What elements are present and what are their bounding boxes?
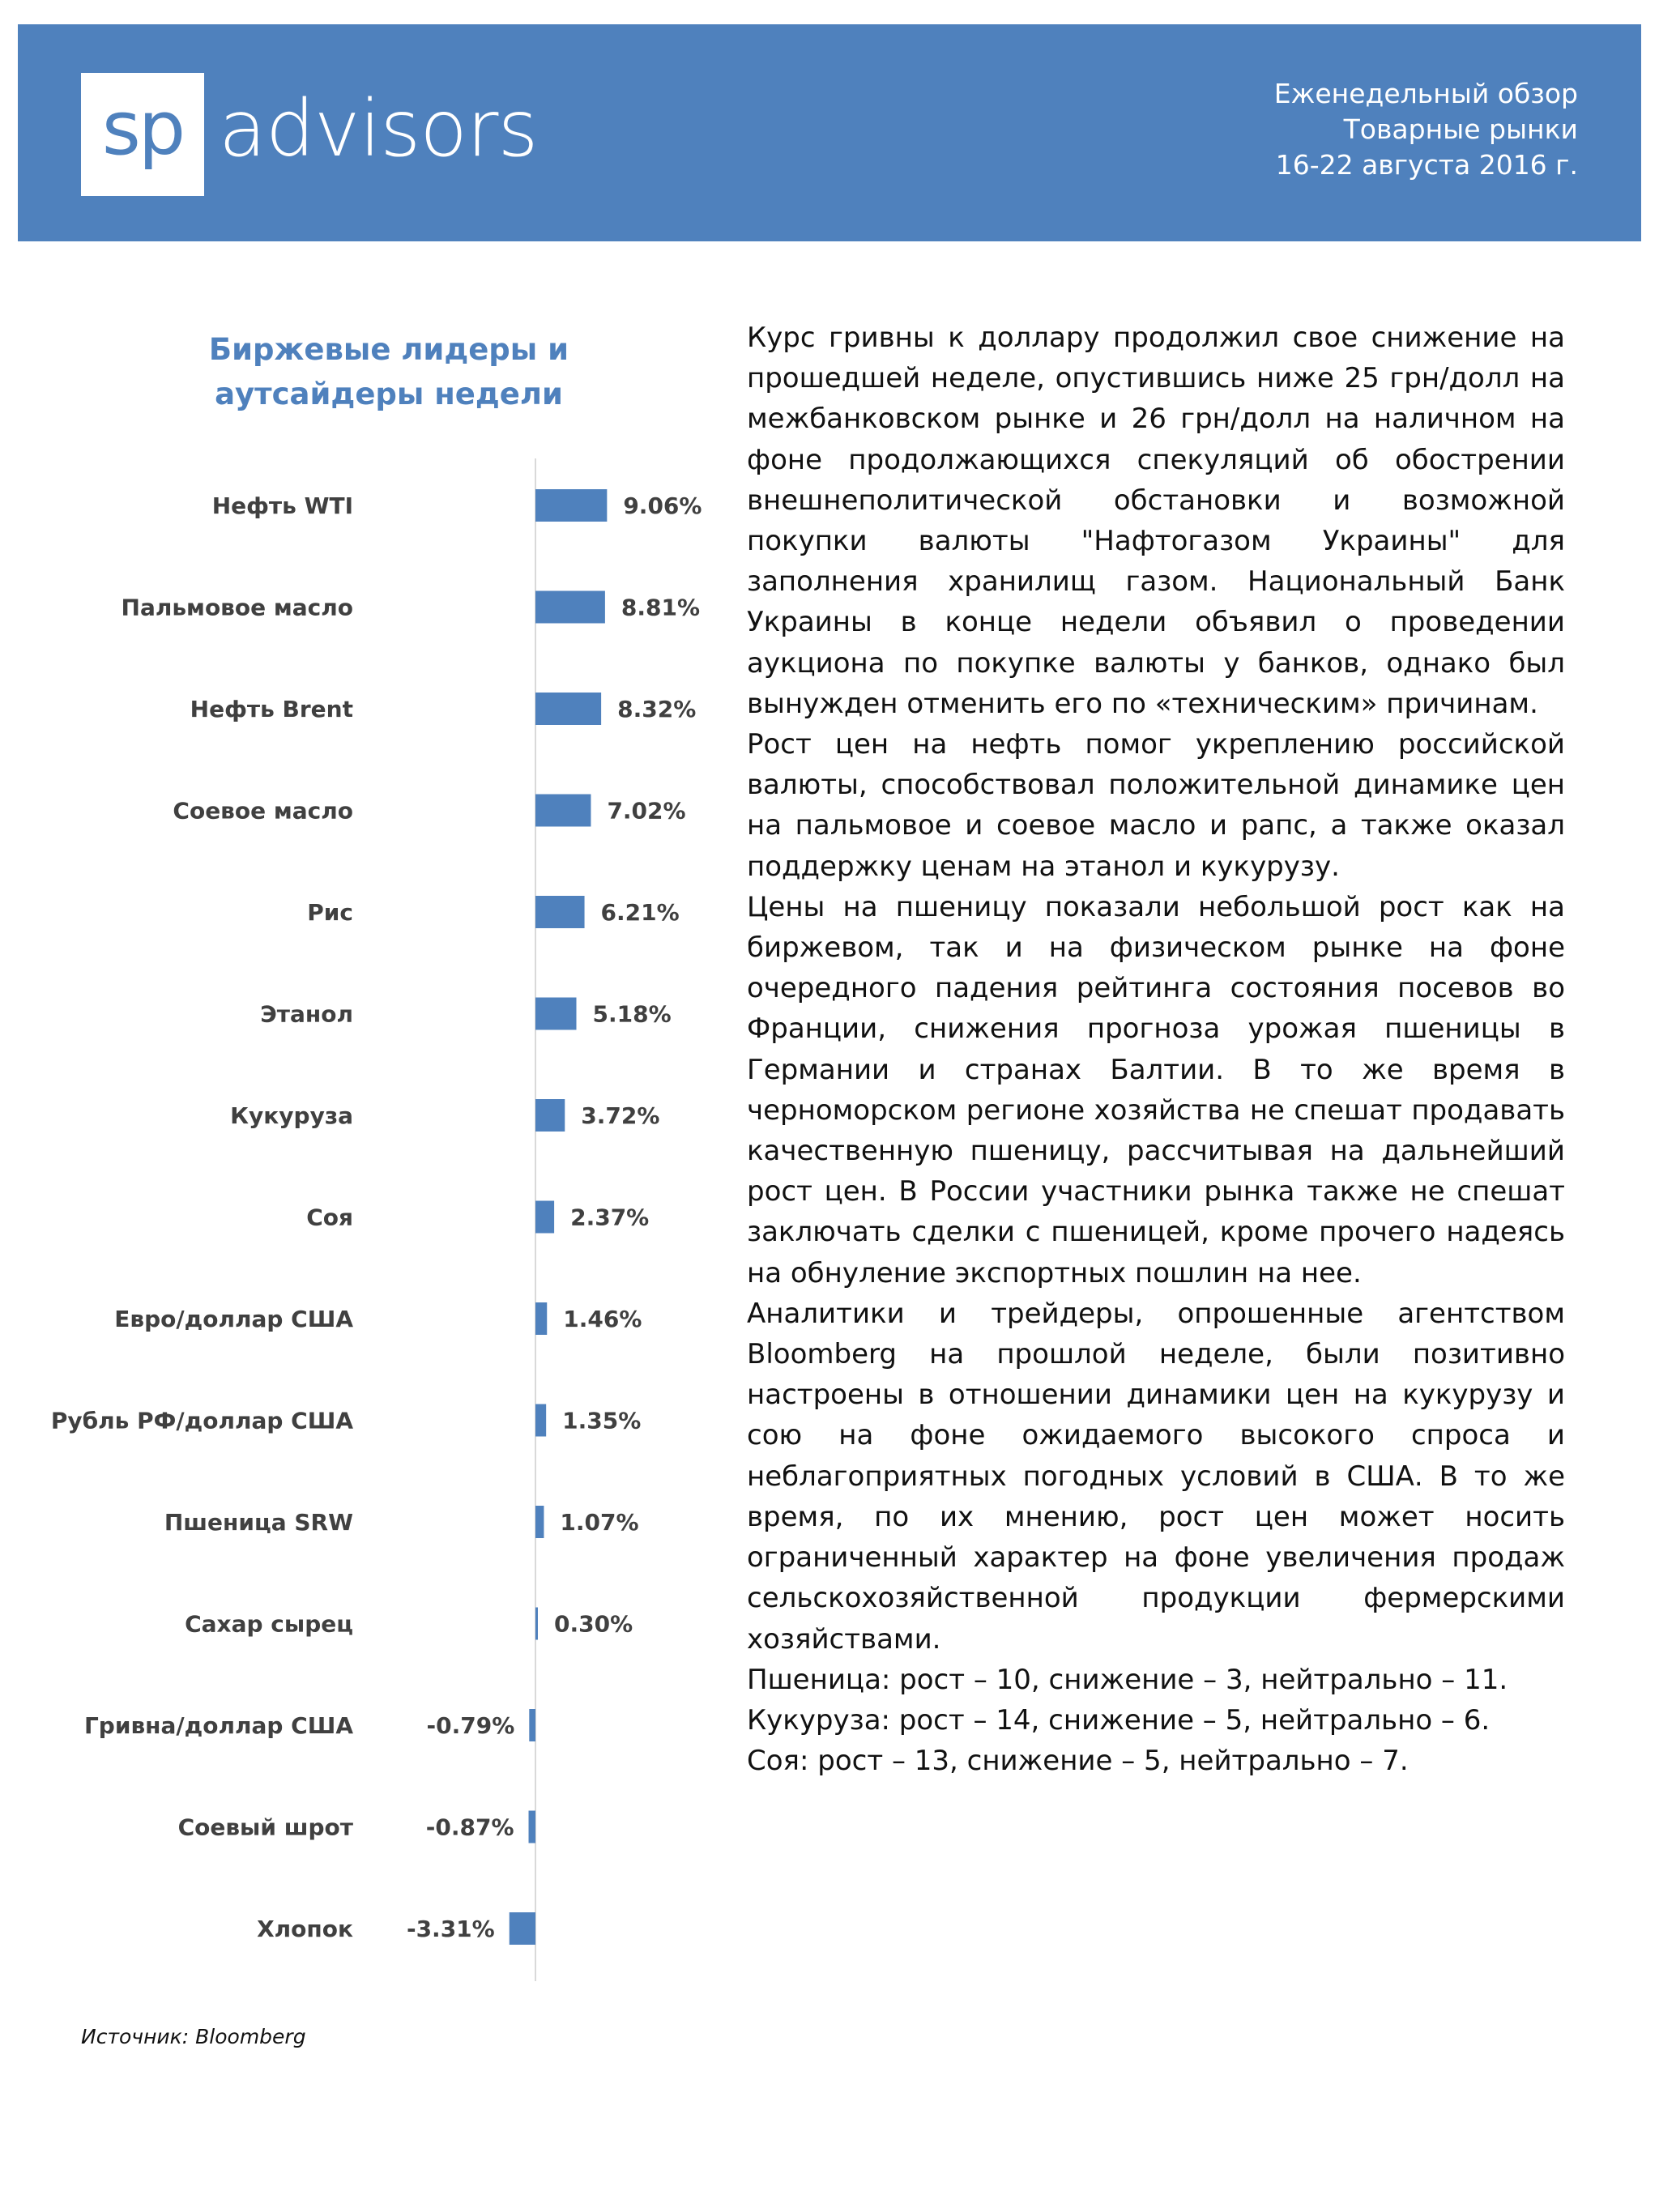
bar (535, 795, 591, 827)
bar (510, 1912, 535, 1945)
bar (535, 693, 601, 725)
data-label: 1.46% (563, 1306, 642, 1332)
data-label: 9.06% (623, 492, 702, 519)
category-label: Соя (306, 1204, 353, 1231)
survey-corn: Кукуруза: рост – 14, снижение – 5, нейтрально – 6. (747, 1703, 1491, 1737)
data-label: 6.21% (600, 899, 680, 926)
report-type: Еженедельный обзор (1273, 78, 1578, 109)
data-label: 5.18% (592, 1000, 672, 1028)
data-label: -3.31% (406, 1916, 495, 1942)
data-label: 1.07% (560, 1509, 639, 1536)
commentary (747, 318, 1565, 1781)
logo-sp-text: sp (101, 85, 184, 172)
data-label: 8.81% (621, 594, 701, 621)
category-label: Рубль РФ/доллар США (50, 1407, 353, 1434)
bar (535, 591, 605, 624)
category-label: Сахар сырец (185, 1610, 353, 1638)
report-section: Товарные рынки (1343, 113, 1578, 145)
data-label: 2.37% (570, 1204, 650, 1231)
data-label: -0.87% (425, 1813, 514, 1841)
bar (535, 896, 585, 928)
chart-title-line-2: аутсайдеры недели (215, 377, 563, 411)
data-label: 8.32% (617, 696, 697, 722)
category-label: Гривна/доллар США (83, 1712, 353, 1739)
bar (529, 1709, 535, 1741)
category-label: Кукуруза (230, 1102, 353, 1129)
logo-wordmark: advisors (219, 83, 538, 174)
bar (535, 998, 577, 1030)
data-label: 1.35% (562, 1407, 642, 1434)
chart-title-line-1: Биржевые лидеры и (208, 332, 569, 367)
paragraph-bloomberg-survey: Аналитики и трейдеры, опрошенные агентством Bloomberg на прошлой неделе, были позитивно настроены в отношении динамики цен на кукурузу и сою на фоне ожидаемого высокого спроса и неблагоприятных погодных условий в США. В то же время, по их мнению, рост цен может носить ограниченный характер на фоне увеличения продаж сельскохозяйственной продукции фермерскими хозяйствами. (747, 1297, 1565, 1656)
source-note: Источник: Bloomberg (81, 2025, 306, 2048)
bar (535, 1099, 565, 1132)
bar (535, 1302, 547, 1335)
category-label: Соевый шрот (177, 1813, 353, 1841)
paragraph-hryvnia: Курс гривны к доллару продолжил свое снижение на прошедшей неделе, опустившись ниже 25 грн/долл на межбанковском рынке и 26 грн/долл на наличном на фоне продолжающихся спекуляций об обострении внешнеполитической обстановки и возможной покупки валюты "Нафтогазом Украины" для заполнения хранилищ газом. Национальный Банк Украины в конце недели объявил о проведении аукциона по покупке валюты у банков, однако был вынужден отменить его по «техническим» причинам. (747, 322, 1565, 720)
report-period: 16-22 августа 2016 г. (1275, 149, 1578, 181)
data-label: 0.30% (554, 1610, 633, 1638)
paragraph-oil: Рост цен на нефть помог укреплению российской валюты, способствовал положительной динамике цен на пальмовое и соевое масло и рапс, а также оказал поддержку ценам на этанол и кукурузу. (747, 728, 1565, 883)
category-label: Нефть WTI (211, 492, 353, 519)
report-info (1274, 76, 1578, 183)
bar (535, 1404, 546, 1437)
bar (529, 1811, 535, 1843)
data-label: -0.79% (426, 1712, 515, 1739)
data-label: 3.72% (581, 1102, 660, 1129)
category-label: Рис (307, 899, 353, 926)
category-label: Евро/доллар США (114, 1306, 353, 1332)
category-label: Хлопок (257, 1916, 353, 1942)
logo-mark (81, 73, 204, 196)
header-banner (18, 24, 1641, 241)
category-label: Этанол (260, 1000, 353, 1028)
paragraph-wheat: Цены на пшеницу показали небольшой рост как на биржевом, так и на физическом рынке на фоне очередного падения рейтинга состояния посевов во Франции, снижения прогноза урожая пшеницы в Германии и странах Балтии. В то же время в черноморском регионе хозяйства не спешат продавать качественную пшеницу, рассчитывая на дальнейший рост цен. В России участники рынка также не спешат заключать сделки с пшеницей, кроме прочего надеясь на обнуление экспортных пошлин на нее. (747, 890, 1565, 1289)
chart-title (186, 327, 591, 416)
bar (535, 1201, 554, 1234)
category-label: Пшеница SRW (164, 1509, 353, 1536)
category-label: Пальмовое масло (121, 594, 353, 621)
category-label: Соевое масло (173, 797, 353, 825)
data-label: 7.02% (607, 797, 686, 825)
bar (535, 1608, 538, 1640)
bar (535, 489, 607, 522)
bar (535, 1506, 544, 1538)
survey-soy: Соя: рост – 13, снижение – 5, нейтрально – 7. (747, 1745, 1409, 1778)
leaders-laggards-chart (0, 454, 729, 1993)
survey-wheat: Пшеница: рост – 10, снижение – 3, нейтрально – 11. (747, 1663, 1508, 1696)
category-label: Нефть Brent (190, 696, 353, 722)
